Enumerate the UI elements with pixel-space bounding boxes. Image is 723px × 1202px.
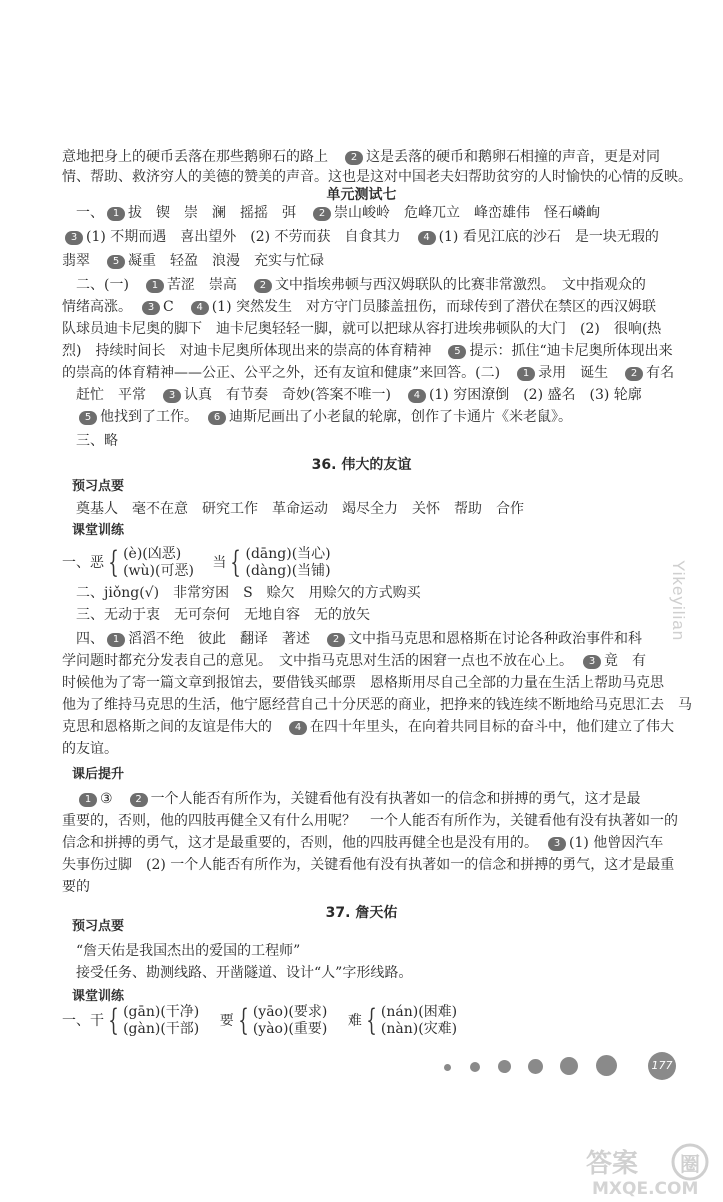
answer-text: 的友谊。 [62,741,118,757]
answer-line [62,204,600,222]
brace: { [238,1003,249,1038]
answer-text: 烈) 持续时间长 对迪卡尼奥所体现出来的崇高的体育精神 [62,343,446,359]
subsection-label: 课后提升 [72,767,125,782]
answer-line [62,812,678,830]
poly37-yao-stack [253,1004,328,1038]
answer-line [62,320,661,338]
poly37-nan-1: (nán)(困难) [380,1004,458,1020]
answer-line [62,276,646,294]
answer-text [62,409,76,425]
answer-text: 接受任务、勘测线路、开凿隧道、设计“人”字形线路。 [62,965,413,981]
poly36-dang-stack [246,546,331,580]
answer-text: 赶忙 平常 [62,387,160,403]
question-number-badge: 3 [65,231,83,245]
question-number-badge: 2 [327,633,345,647]
question-number-badge: 4 [408,389,426,403]
answer-text: 二、(一) [62,277,143,293]
answer-text: 文中指马克思和恩格斯在讨论各种政治事件和科 [348,631,642,647]
watermark-logo-graphic [582,1140,716,1198]
poly36-e-stack [123,546,194,580]
answer-text: 迪斯尼画出了小老鼠的轮廓，创作了卡通片《米老鼠》。 [229,409,572,425]
decoration-dot [444,1064,451,1071]
decoration-dot [596,1055,617,1076]
poly37-gan-2: (gàn)(干部) [123,1021,200,1037]
question-number-badge: 1 [79,793,97,807]
answer-text: 文中指埃弗顿与西汉姆联队的比赛非常激烈。 文中指观众的 [274,277,646,293]
answer-line [62,168,692,186]
question-number-badge: 1 [107,633,125,647]
question-number-badge: 2 [345,151,363,165]
subsection-label: 课堂训练 [72,989,125,1004]
poly37-yao-2: (yào)(重要) [252,1021,328,1037]
answer-text: 他找到了工作。 [100,409,205,425]
answer-line [62,432,118,450]
poly36-dang-1: (dāng)(当心) [245,546,331,562]
question-number-badge: 6 [208,411,226,425]
answer-text: 二、jiǒng(√) 非常穷困 S 赊欠 用赊欠的方式购买 [62,585,421,601]
answer-text: 时候他为了寄一篇文章到报馆去，要借钱买邮票 恩格斯用尽自己全部的力量在生活上帮助马克思 [62,675,664,691]
answer-text: (1) 他曾因汽车 [569,835,664,851]
answer-line [62,500,524,518]
subsection-label: 课堂训练 [72,523,125,538]
answer-text: 凝重 轻盈 浪漫 充实与忙碌 [128,253,324,269]
answer-text: C [163,299,188,315]
answer-text: 拔 锲 崇 澜 摇摇 弭 [128,205,310,221]
question-number-badge: 2 [254,279,272,293]
answer-text: 重要的，否则，他的四肢再健全又有什么用呢？ 一个人能否有所作为，关键看他有没有执著如一的 [62,813,678,829]
answer-text: 一个人能否有所作为，关键看他有没有执著如一的信念和拼搏的勇气，这才是最 [150,791,641,807]
answer-line [62,856,674,874]
answer-line [62,718,674,736]
answer-text: 滔滔不绝 彼此 翻译 著述 [128,631,324,647]
answer-line [62,674,664,692]
answer-text: 四、 [62,631,104,647]
question-number-badge: 2 [130,793,148,807]
poly37-yao-char: 要 [219,1012,234,1029]
brace: { [108,545,119,580]
answer-line [62,942,300,960]
answer-text: 意地把身上的硬币丢落在那些鹅卵石的路上 [62,149,342,165]
answer-text: 有名 [646,365,675,381]
answer-line [62,408,572,426]
answer-text: 翡翠 [62,253,104,269]
answer-line [62,630,642,648]
question-number-badge: 5 [107,255,125,269]
answer-text: 提示：抓住“迪卡尼奥所体现出来 [469,343,673,359]
answer-text: (1) 不期而遇 喜出望外 (2) 不劳而获 自食其力 [86,229,415,245]
answer-text: 情绪高涨。 [62,299,139,315]
question-number-badge: 3 [548,837,566,851]
question-number-badge: 4 [418,231,436,245]
answer-text: 苦涩 崇高 [166,277,251,293]
subsection-label: 预习点要 [72,919,125,934]
question-number-badge: 5 [448,345,466,359]
answer-text: 学问题时都充分发表自己的意见。 文中指马克思对生活的困窘一点也不放在心上。 [62,653,580,669]
answer-text: 奠基人 毫不在意 研究工作 革命运动 竭尽全力 关怀 帮助 合作 [62,501,524,517]
answer-text: (1) 穷困潦倒 (2) 盛名 (3) 轮廓 [428,387,642,403]
decoration-dot [470,1062,480,1072]
answer-text: (1) 看见江底的沙石 是一块无瑕的 [438,229,659,245]
answer-text: 的崇高的体育精神——公正、公平之外，还有友谊和健康”来回答。(二) [62,365,515,381]
answer-line [62,584,421,602]
svg-text:圈: 圈 [680,1152,700,1176]
answer-line [62,740,118,758]
brace: { [230,545,242,580]
answer-line [62,148,660,166]
answer-line [62,834,663,852]
answer-text: 认真 有节奏 奇妙(答案不唯一) [184,387,405,403]
answer-text: ③ [100,791,127,807]
answer-text [62,791,76,807]
answer-line [62,364,674,382]
answer-line [62,652,646,670]
answer-line [62,964,412,982]
question-number-badge: 3 [163,389,181,403]
brace: { [366,1003,377,1038]
poly37-nan-stack [381,1004,457,1038]
question-number-badge: 5 [79,411,97,425]
question-number-badge: 1 [517,367,535,381]
answer-line [62,878,90,896]
answer-text: 失事伤过脚 (2) 一个人能否有所作为，关键看他有没有执著如一的信念和拼搏的勇气，这才是最重 [62,857,675,873]
answer-text: 一、 [62,205,104,221]
svg-text:MXQE.COM: MXQE.COM [592,1179,699,1198]
question-number-badge: 1 [107,207,125,221]
answer-text: 情、帮助、救济穷人的美德的赞美的声音。这也是这对中国老夫妇帮助贫穷的人时愉快的心情的反映。 [62,169,692,185]
answer-text: 三、无动于衷 无可奈何 无地自容 无的放矢 [62,607,370,623]
question-number-badge: 4 [191,301,209,315]
answer-text: 这是丢落的硬币和鹅卵石相撞的声音，更是对同 [366,149,660,165]
question-number-badge: 1 [146,279,164,293]
poly37-nan-char: 难 [347,1012,362,1029]
poly37-block [62,1004,457,1038]
answer-text: 竟 有 [604,653,646,669]
answer-text: 崇山峻岭 危峰兀立 峰峦雄伟 怪石嶙峋 [334,205,600,221]
answer-line [62,342,673,360]
poly36-dang-char: 当 [212,554,227,571]
answer-text: 他为了维持马克思的生活，他宁愿经营自己十分厌恶的商业，把挣来的钱连续不断地给马克思汇去 马 [62,697,692,713]
answer-text: 在四十年里头，在向着共同目标的奋斗中，他们建立了伟大 [310,719,674,735]
answer-text: 录用 诞生 [538,365,623,381]
watermark-logo [582,1140,716,1198]
subsection-label: 预习点要 [72,479,125,494]
question-number-badge: 3 [142,301,160,315]
section-title: 36. 伟大的友谊 [311,457,412,473]
question-number-badge: 2 [313,207,331,221]
answer-text: 克思和恩格斯之间的友谊是伟大的 [62,719,286,735]
section-title: 单元测试七 [326,187,397,203]
answer-text: 队球员迪卡尼奥的脚下 迪卡尼奥轻轻一脚，就可以把球从容打进埃弗顿队的大门 (2) 很响(热 [62,321,662,337]
answer-line [62,606,370,624]
answer-line [62,298,656,316]
poly36-dang-2: (dàng)(当铺) [245,563,331,579]
decoration-dot [498,1060,511,1073]
decoration-dot [528,1059,543,1074]
answer-text: (1) 突然发生 对方守门员膝盖扭伤，而球传到了潜伏在禁区的西汉姆联 [211,299,656,315]
poly37-gan-stack [123,1004,199,1038]
question-number-badge: 3 [583,655,601,669]
poly37-gan-1: (gān)(干净) [123,1004,200,1020]
decoration-dot [560,1057,578,1075]
answer-text: 信念和拼搏的勇气，这才是最重要的，否则，他的四肢再健全也是没有用的。 [62,835,545,851]
answer-text: “詹天佑是我国杰出的爱国的工程师” [62,943,301,959]
answer-line [62,252,324,270]
answer-line [62,228,659,246]
answer-text: 三、略 [62,433,118,449]
poly37-prefix: 一、干 [62,1012,104,1029]
answer-line [62,790,641,808]
page-number: 177 [648,1052,676,1080]
brace: { [108,1003,119,1038]
poly36-block [62,546,331,580]
poly36-prefix: 一、恶 [62,554,104,571]
poly36-e-1: (è)(凶恶) [123,546,182,562]
svg-text:答案: 答案 [586,1149,639,1179]
question-number-badge: 2 [625,367,643,381]
answer-line [62,386,642,404]
side-watermark: Yikeyilian [669,560,688,642]
answer-text: 要的 [62,879,90,895]
section-title: 37. 詹天佑 [325,905,398,921]
question-number-badge: 4 [289,721,307,735]
poly36-e-2: (wù)(可恶) [123,563,194,579]
answer-line [62,696,692,714]
poly37-nan-2: (nàn)(灾难) [380,1021,458,1037]
poly37-yao-1: (yāo)(要求) [252,1004,328,1020]
